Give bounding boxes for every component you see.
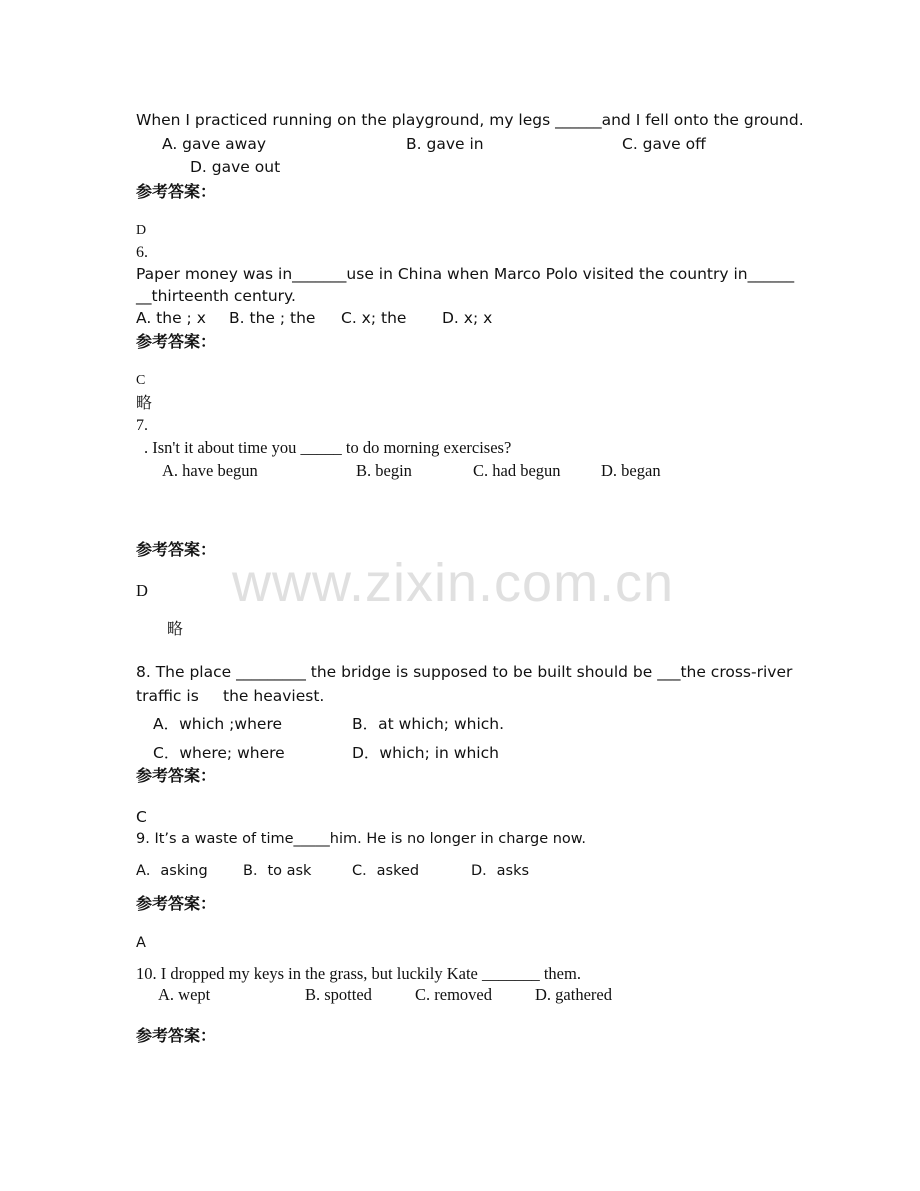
q10-stem: 10. I dropped my keys in the grass, but luckily Kate _______ them. — [136, 964, 581, 983]
q5-option-b: B. gave in — [406, 135, 484, 153]
q7-answer: D — [136, 581, 148, 600]
q6-answer-label: 参考答案： — [136, 332, 217, 351]
q5-answer-label: 参考答案： — [136, 182, 217, 201]
q9-option-a: A．asking — [136, 863, 208, 879]
q9-option-b: B．to ask — [243, 863, 312, 879]
q5-stem: When I practiced running on the playground, my legs ______and I fell onto the ground. — [136, 111, 804, 129]
q10-answer-label: 参考答案： — [136, 1026, 217, 1045]
q8-option-b: B．at which; which. — [352, 715, 505, 733]
q6-option-d: D. x; x — [442, 309, 493, 327]
q8-option-d: D．which; in which — [352, 744, 499, 762]
q8-option-c: C．where; where — [153, 744, 285, 762]
q6-option-b: B. the ; the — [229, 309, 316, 327]
q6-omitted: 略 — [136, 395, 153, 412]
q8-stem-line2-part2: the heaviest. — [223, 687, 325, 705]
q5-option-c: C. gave off — [622, 135, 706, 153]
q8-answer: C — [136, 808, 147, 826]
q8-answer-label: 参考答案： — [136, 766, 217, 785]
q9-option-d: D．asks — [471, 863, 530, 879]
q7-option-c: C. had begun — [473, 461, 561, 480]
q6-option-c: C. x; the — [341, 309, 407, 327]
q5-answer: D — [136, 223, 147, 238]
q9-answer-label: 参考答案： — [136, 894, 217, 913]
q6-answer: C — [136, 373, 146, 388]
q8-option-a: A．which ;where — [153, 715, 283, 733]
q7-omitted: 略 — [167, 621, 184, 638]
q7-answer-label: 参考答案： — [136, 540, 217, 559]
q6-number: 6. — [136, 244, 148, 261]
q7-stem: . Isn't it about time you _____ to do morning exercises? — [144, 438, 512, 457]
q5-option-d: D. gave out — [190, 158, 281, 176]
q6-option-a: A. the ; x — [136, 309, 206, 327]
q9-answer: A — [136, 935, 146, 951]
q6-stem-line1: Paper money was in_______use in China when Marco Polo visited the country in______ — [136, 265, 795, 283]
q8-stem-line2-part1: traffic is — [136, 687, 199, 705]
watermark: www.zixin.com.cn — [232, 553, 675, 613]
q7-number: 7. — [136, 417, 148, 434]
q10-option-b: B. spotted — [305, 985, 372, 1004]
q6-stem-line2: __thirteenth century. — [136, 287, 296, 305]
q8-stem-line1: 8. The place _________ the bridge is supposed to be built should be ___the cross-river — [136, 663, 793, 681]
q10-option-c: C. removed — [415, 985, 492, 1004]
q7-option-d: D. began — [601, 461, 661, 480]
q9-option-c: C．asked — [352, 863, 420, 879]
q10-option-a: A. wept — [158, 985, 211, 1004]
q9-stem: 9. It’s a waste of time_____him. He is no longer in charge now. — [136, 831, 586, 847]
q7-option-a: A. have begun — [162, 461, 258, 480]
q7-option-b: B. begin — [356, 461, 412, 480]
q10-option-d: D. gathered — [535, 985, 612, 1004]
q5-option-a: A. gave away — [162, 135, 267, 153]
